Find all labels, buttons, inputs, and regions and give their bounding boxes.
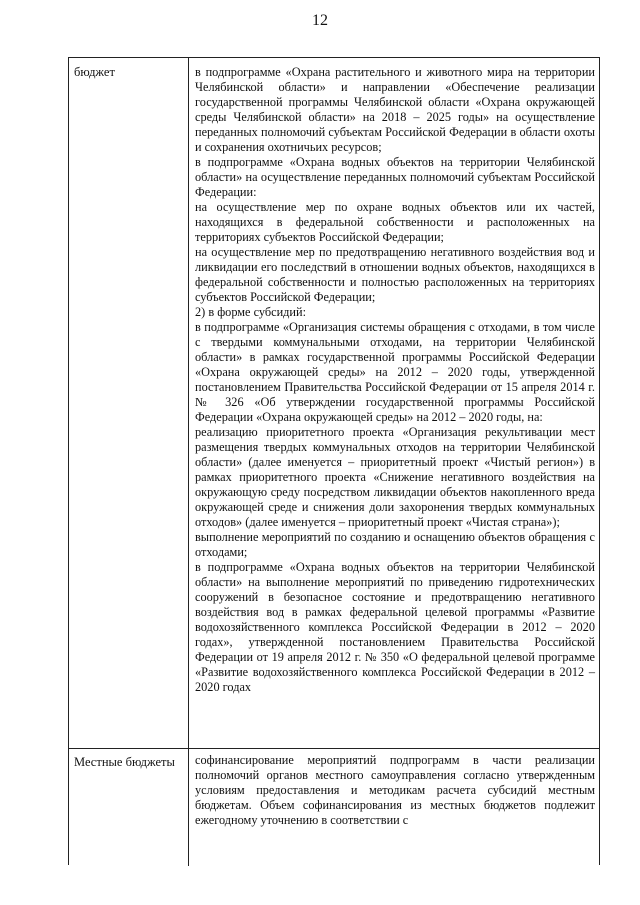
document-table: [68, 57, 600, 865]
paragraph: на осуществление мер по охране водных объектов или их частей, находящихся в федеральной собственности и расположенных на территориях субъектов Российской Федерации;: [195, 200, 595, 244]
paragraph: в подпрограмме «Охрана растительного и животного мира на территории Челябинской области» и направлении «Обеспечение реализации государственной программы Челябинской области «Охрана окружающей среды Челябинской области» на 2018 – 2025 годы» на осуществление переданных полномочий субъектам Российской Федерации в области охоты и сохранения охотничьих ресурсов;: [195, 65, 595, 154]
row-content: [189, 748, 599, 866]
paragraph: в подпрограмме «Охрана водных объектов на территории Челябинской области» на выполнение мероприятий по приведению гидротехнических сооружений в безопасное состояние и предотвращению негативного воздействия вод в рамках федеральной целевой программы «Развитие водохозяйственного комплекса Российской Федерации в 2012 – 2020 годах», утвержденной постановлением Правительства Российской Федерации от 19 апреля 2012 г. № 350 «О федеральной целевой программе «Развитие водохозяйственного комплекса Российской Федерации в 2012 – 2020 годах: [195, 560, 595, 694]
paragraph: 2) в форме субсидий:: [195, 305, 307, 319]
paragraph: выполнение мероприятий по созданию и оснащению объектов обращения с отходами;: [195, 530, 595, 559]
paragraph: реализацию приоритетного проекта «Организация рекультивации мест размещения твердых коммунальных отходов на территории Челябинской области» (далее именуется – приоритетный проект «Чистый регион») в рамках приоритетного проекта «Снижение негативного воздействия на окружающую среду посредством ликвидации объектов накопленного вреда окружающей среде и снижения доли захоронения твердых коммунальных отходов» (далее именуется – приоритетный проект «Чистая страна»);: [195, 425, 595, 529]
paragraph: в подпрограмме «Охрана водных объектов на территории Челябинской области» на осуществление переданных полномочий субъектам Российской Федерации:: [195, 155, 595, 199]
paragraph: в подпрограмме «Организация системы обращения с отходами, в том числе с твердыми коммунальными отходами, на территории Челябинской области» в рамках государственной программы Российской Федерации «Охрана окружающей среды» на 2012 – 2020 годы, утвержденной постановлением Правительства Российской Федерации от 15 апреля 2014 г. № 326 «Об утверждении государственной программы Российской Федерации «Охрана окружающей среды» на 2012 – 2020 годы, на:: [195, 320, 595, 424]
row-label: бюджет: [69, 58, 189, 748]
page-number: 12: [312, 12, 328, 29]
paragraph: софинансирование мероприятий подпрограмм в части реализации полномочий органов местного самоуправления согласно утвержденным условиям предоставления и методикам расчета субсидий местным бюджетам. Объем софинансирования из местных бюджетов подлежит ежегодному уточнению в соответствии с: [195, 753, 595, 827]
paragraph: на осуществление мер по предотвращению негативного воздействия вод и ликвидации его последствий в отношении водных объектов, находящихся в федеральной собственности и полностью расположенных на территориях субъектов Российской Федерации;: [195, 245, 595, 304]
table-row: [69, 58, 599, 749]
table-row: [69, 748, 599, 866]
row-content: [189, 58, 599, 748]
row-label: Местные бюджеты: [69, 748, 189, 866]
